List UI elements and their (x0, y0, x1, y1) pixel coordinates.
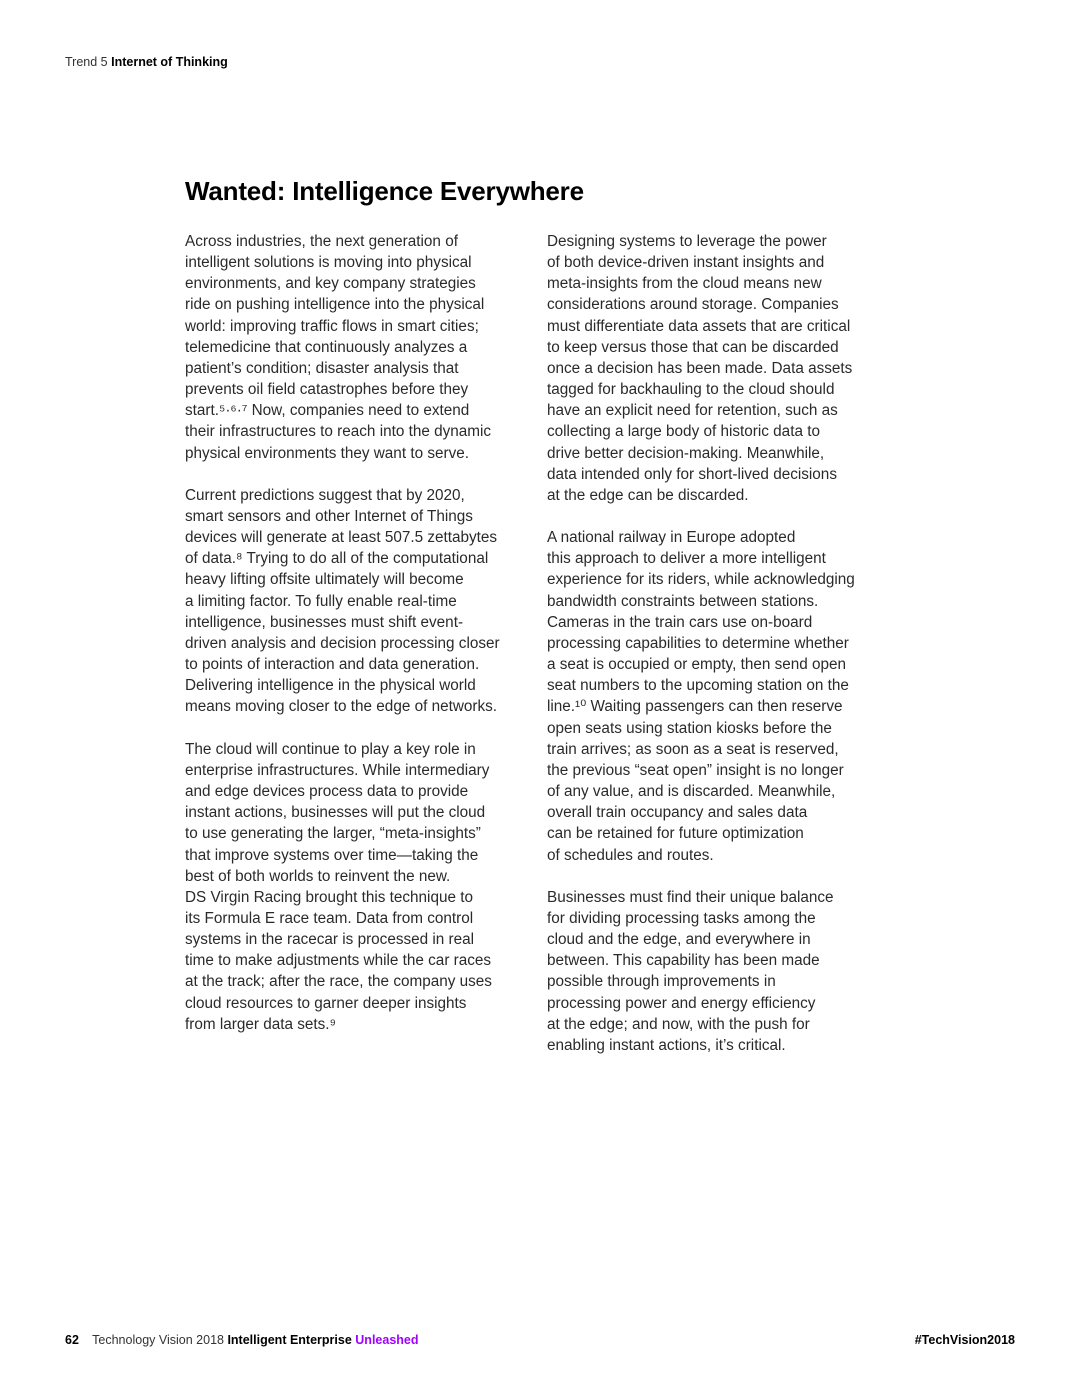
text-line: DS Virgin Racing brought this technique to (185, 888, 473, 906)
text-line: time to make adjustments while the car races (185, 952, 492, 970)
paragraph (547, 527, 897, 866)
text-line: a limiting factor. To fully enable real-time (185, 592, 457, 610)
text-line: its Formula E race team. Data from control (185, 909, 474, 927)
text-line: smart sensors and other Internet of Things (185, 508, 473, 526)
page-number: 62 (65, 1333, 79, 1347)
trend-label: Trend 5 (65, 55, 108, 69)
text-line: experience for its riders, while acknowledging (547, 571, 855, 589)
text-line: ride on pushing intelligence into the physical (185, 296, 485, 314)
text-line: Delivering intelligence in the physical world (185, 677, 476, 695)
text-line: can be retained for future optimization (547, 825, 804, 843)
text-line: intelligent solutions is moving into physical (185, 254, 472, 272)
text-line: physical environments they want to serve. (185, 444, 469, 462)
text-line: open seats using station kiosks before the (547, 719, 832, 737)
text-line: best of both worlds to reinvent the new. (185, 867, 451, 885)
text-line: enterprise infrastructures. While intermediary (185, 761, 490, 779)
text-column-left (185, 231, 535, 1056)
text-line: have an explicit need for retention, such as (547, 402, 838, 420)
text-line: cloud and the edge, and everywhere in (547, 931, 811, 949)
text-line: seat numbers to the upcoming station on the (547, 677, 849, 695)
text-line: Current predictions suggest that by 2020, (185, 486, 465, 504)
text-line: of any value, and is discarded. Meanwhile, (547, 783, 836, 801)
section-label: Internet of Thinking (111, 55, 228, 69)
text-line: tagged for backhauling to the cloud should (547, 381, 835, 399)
running-header (65, 55, 228, 69)
text-line: considerations around storage. Companies (547, 296, 839, 314)
text-line: drive better decision-making. Meanwhile, (547, 444, 825, 462)
paragraph (547, 887, 897, 1056)
text-line: a seat is occupied or empty, then send open (547, 656, 847, 674)
footer-left (65, 1333, 419, 1347)
publication-name: Technology Vision 2018 (92, 1333, 224, 1347)
text-line: to points of interaction and data generation. (185, 656, 480, 674)
text-line: of both device-driven instant insights and (547, 254, 825, 272)
text-line: and edge devices process data to provide (185, 783, 469, 801)
text-line: once a decision has been made. Data assets (547, 359, 853, 377)
text-line: The cloud will continue to play a key role in (185, 740, 476, 758)
text-line: devices will generate at least 507.5 zettabytes (185, 529, 498, 547)
text-line: of data.⁸ Trying to do all of the computational (185, 550, 489, 568)
text-line: start.⁵·⁶·⁷ Now, companies need to extend (185, 402, 470, 420)
text-line: that improve systems over time—taking the (185, 846, 479, 864)
text-line: overall train occupancy and sales data (547, 804, 808, 822)
text-line: means moving closer to the edge of networks. (185, 698, 498, 716)
text-line: at the edge; and now, with the push for (547, 1015, 810, 1033)
text-line: A national railway in Europe adopted (547, 529, 796, 547)
text-line: to keep versus those that can be discarded (547, 338, 839, 356)
text-line: their infrastructures to reach into the dynamic (185, 423, 492, 441)
text-line: meta-insights from the cloud means new (547, 275, 822, 293)
text-line: must differentiate data assets that are critical (547, 317, 851, 335)
text-line: of schedules and routes. (547, 846, 714, 864)
text-line: world: improving traffic flows in smart cities; (185, 317, 479, 335)
text-line: patient’s condition; disaster analysis that (185, 359, 459, 377)
text-line: at the edge can be discarded. (547, 486, 749, 504)
text-line: to use generating the larger, “meta-insights” (185, 825, 481, 843)
page-title: Wanted: Intelligence Everywhere (185, 176, 584, 206)
text-line: for dividing processing tasks among the (547, 909, 816, 927)
text-column-right (547, 231, 897, 1077)
text-line: line.¹⁰ Waiting passengers can then reserve (547, 698, 843, 716)
text-line: from larger data sets.⁹ (185, 1015, 337, 1033)
text-line: heavy lifting offsite ultimately will become (185, 571, 464, 589)
text-line: Designing systems to leverage the power (547, 233, 827, 250)
text-line: prevents oil field catastrophes before they (185, 381, 469, 399)
text-line: enabling instant actions, it’s critical. (547, 1036, 786, 1054)
text-line: between. This capability has been made (547, 952, 820, 970)
text-line: instant actions, businesses will put the cloud (185, 804, 486, 822)
text-line: intelligence, businesses must shift event- (185, 613, 464, 631)
text-line: data intended only for short-lived decisions (547, 465, 837, 483)
text-line: the previous “seat open” insight is no longer (547, 761, 844, 779)
text-line: systems in the racecar is processed in real (185, 931, 475, 949)
publication-subtitle-accent: Unleashed (355, 1333, 419, 1347)
text-line: Businesses must find their unique balance (547, 888, 834, 906)
paragraph (547, 231, 897, 506)
text-line: environments, and key company strategies (185, 275, 476, 293)
text-line: collecting a large body of historic data to (547, 423, 820, 441)
paragraph (185, 739, 535, 1035)
text-line: possible through improvements in (547, 973, 776, 991)
text-line: this approach to deliver a more intelligent (547, 550, 826, 568)
paragraph (185, 485, 535, 718)
text-line: bandwidth constraints between stations. (547, 592, 819, 610)
publication-subtitle: Intelligent Enterprise (227, 1333, 352, 1347)
paragraph (185, 231, 535, 464)
text-line: at the track; after the race, the company uses (185, 973, 492, 991)
text-line: telemedicine that continuously analyzes a (185, 338, 468, 356)
text-line: Across industries, the next generation of (185, 233, 458, 250)
text-line: driven analysis and decision processing closer (185, 634, 500, 652)
text-line: train arrives; as soon as a seat is reserved, (547, 740, 839, 758)
text-line: processing capabilities to determine whether (547, 634, 849, 652)
text-line: Cameras in the train cars use on-board (547, 613, 813, 631)
hashtag: #TechVision2018 (914, 1333, 1015, 1347)
text-line: processing power and energy efficiency (547, 994, 816, 1012)
text-line: cloud resources to garner deeper insights (185, 994, 467, 1012)
